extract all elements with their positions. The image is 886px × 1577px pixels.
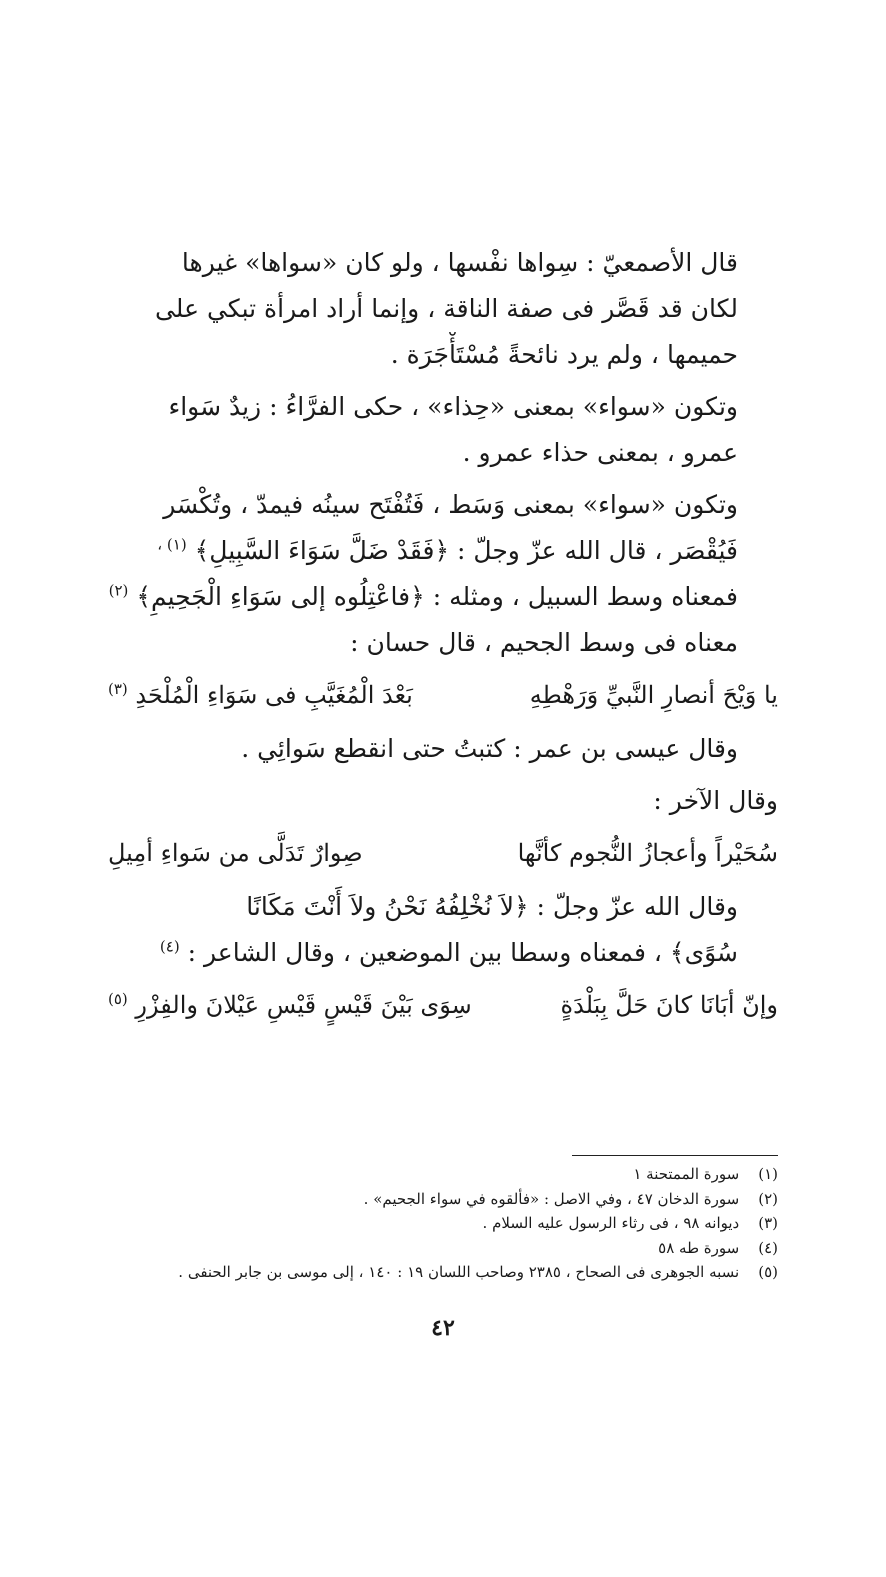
verse-hassan [108,672,778,718]
footnote-text: سورة الممتحنة ١ [633,1165,740,1183]
text-line [108,930,778,976]
footnote-ref-1[interactable]: (١) ، [157,535,187,554]
verse-abana [108,982,778,1028]
verse-second-hemistich [108,672,413,718]
paragraph-isa [108,726,778,772]
hemistich-text: بَعْدَ الْمُغَيَّبِ فى سَوَاءِ الْمُلْحَدِ [135,681,413,709]
text-line: حميمها ، ولم يرد نائحةً مُسْتَأْجَرَة . [390,340,738,369]
verse-suhayr [108,830,778,876]
footnote-number: (٢) [758,1189,778,1208]
footnotes [108,1162,778,1285]
footnote-text: سورة الدخان ٤٧ ، وفي الاصل : «فألقوه في سواء الجحيم» . [363,1189,740,1208]
hemistich-text: سِوَى بَيْنَ قَيْسٍ قَيْسِ عَيْلانَ والفِزْرِ [135,991,472,1019]
verse-first-hemistich: سُحَيْراً وأعجازُ النُّجوم كأنَّها [517,839,778,867]
footnote-ref-5[interactable]: (٥) [108,990,128,1008]
footnote-4 [108,1236,778,1261]
text-line: لكان قد قَصَّر فى صفة الناقة ، وإنما أراد امرأة تبكي على [154,294,738,323]
footnote-2 [108,1187,778,1212]
footnote-text: نسبه الجوهرى فى الصحاح ، ٢٣٨٥ وصاحب اللسان ١٩ : ١٤٠ ، إلى موسى بن جابر الحنفى . [178,1263,740,1281]
paragraph-hidha [108,384,778,476]
footnote-5 [108,1260,778,1285]
footnote-number: (٥) [758,1263,778,1281]
footnote-text: ديوانه ٩٨ ، فى رثاء الرسول عليه السلام . [482,1214,740,1232]
text-line: معناه فى وسط الجحيم ، قال حسان : [350,628,738,657]
paragraph-wasat [108,482,778,666]
verse-second-hemistich: صِوارٌ تَدَلَّى من سَواءِ أمِيلِ [108,839,363,867]
text-line: قال الأصمعيّ : سِواها نفْسها ، ولو كان «سواها» غيرها [181,248,738,277]
main-text [108,240,778,1036]
text-line: وقال الله عزّ وجلّ : ﴿لاَ نُخْلِفُهُ نَحْنُ ولاَ أَنْتَ مَكَانًا [246,892,738,921]
footnote-divider [572,1155,778,1156]
text-line [108,528,778,574]
text-line: وقال عيسى بن عمر : كتبتُ حتى انقطع سَوائِي . [241,734,738,763]
footnote-ref-3[interactable]: (٣) [108,680,128,698]
text-line: وتكون «سواء» بمعنى وَسَط ، فَتُفْتَح سينُه فيمدّ ، وتُكْسَر [163,490,738,519]
text-segment: فَيُقْصَر ، قال الله عزّ وجلّ : ﴿فَقَدْ ضَلَّ سَوَاءَ السَّبِيلِ﴾ [194,536,738,565]
footnote-1 [108,1162,778,1187]
text-segment: فمعناه وسط السبيل ، ومثله : ﴿فاعْتِلُوه إلى سَوَاءِ الْجَحِيمِ﴾ [136,582,738,611]
paragraph-akhar [108,778,778,824]
text-segment: سُوًى﴾ ، فمعناه وسطا بين الموضعين ، وقال الشاعر : [187,938,738,967]
verse-second-hemistich [108,982,472,1028]
text-line: وتكون «سواء» بمعنى «حِذاء» ، حكى الفرَّاءُ : زيدٌ سَواء [168,392,738,421]
footnote-ref-2[interactable]: (٢) [108,581,129,600]
page-number: ٤٢ [431,1315,455,1341]
footnote-number: (١) [758,1165,778,1183]
text-line [108,574,778,620]
verse-first-hemistich: وإنّ أبَانَا كانَ حَلَّ بِبَلْدَةٍ [560,991,778,1019]
footnote-ref-4[interactable]: (٤) [159,937,180,956]
text-line: عمرو ، بمعنى حذاء عمرو . [462,438,738,467]
footnote-3 [108,1211,778,1236]
footnote-number: (٤) [758,1238,778,1257]
text-line: وقال الآخر : [653,786,778,815]
paragraph-taha [108,884,778,976]
verse-first-hemistich: يا وَيْحَ أنصارِ النَّبيِّ وَرَهْطِهِ [529,681,778,709]
footnote-text: سورة طه ٥٨ [658,1238,740,1257]
footnote-number: (٣) [758,1214,778,1232]
paragraph-asmai [108,240,778,378]
